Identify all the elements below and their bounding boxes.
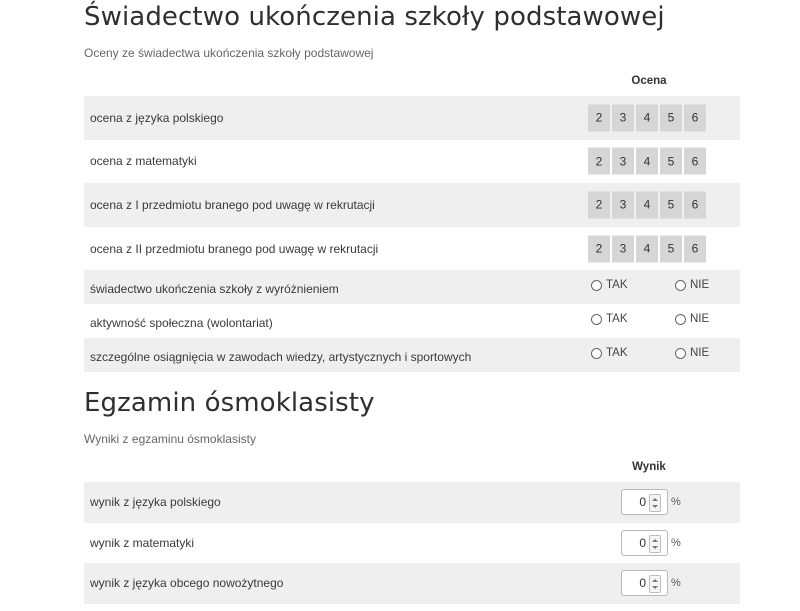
yes-no-row [84, 304, 740, 338]
grade-buttons [588, 148, 706, 175]
grade-6-button[interactable]: 6 [684, 191, 706, 218]
result-column-header: Wynik [632, 461, 666, 473]
no-radio[interactable] [675, 347, 709, 359]
grade-3-button[interactable]: 3 [612, 191, 634, 218]
certificate-section-title: Świadectwo ukończenia szkoły podstawowej [84, 2, 665, 32]
exam-rows [84, 482, 740, 604]
yes-no-row-label: aktywność społeczna (wolontariat) [90, 315, 273, 330]
grade-row-label: ocena z matematyki [90, 154, 197, 169]
certificate-section-subtitle: Oceny ze świadectwa ukończenia szkoły podstawowej [84, 46, 374, 60]
grade-2-button[interactable]: 2 [588, 191, 610, 218]
grade-4-button[interactable]: 4 [636, 191, 658, 218]
yes-radio-circle[interactable] [591, 348, 602, 359]
grade-5-button[interactable]: 5 [660, 235, 682, 262]
grade-row [84, 227, 740, 271]
grade-4-button[interactable]: 4 [636, 235, 658, 262]
distinction-rows [84, 270, 740, 372]
result-input-group [621, 570, 681, 596]
no-radio-label: NIE [690, 279, 710, 292]
grade-column-header: Ocena [631, 75, 667, 87]
grade-row-label: ocena z I przedmiotu branego pod uwagę w rekrutacji [90, 197, 375, 212]
result-number-input[interactable] [621, 530, 668, 556]
grade-row [84, 183, 740, 227]
grade-buttons [588, 235, 706, 262]
yes-radio-label: TAK [606, 313, 628, 326]
no-radio[interactable] [675, 313, 709, 325]
yes-radio-circle[interactable] [591, 314, 602, 325]
grade-4-button[interactable]: 4 [636, 148, 658, 175]
grade-6-button[interactable]: 6 [684, 104, 706, 131]
exam-section-subtitle: Wyniki z egzaminu ósmoklasisty [84, 432, 256, 446]
grade-buttons [588, 191, 706, 218]
no-radio-circle[interactable] [675, 280, 686, 291]
spinner-icon[interactable] [649, 575, 661, 593]
grade-rows [84, 96, 740, 271]
exam-result-row [84, 563, 740, 604]
grade-6-button[interactable]: 6 [684, 148, 706, 175]
result-input-group [621, 489, 681, 515]
spinner-down-icon[interactable] [652, 586, 658, 589]
grade-3-button[interactable]: 3 [612, 104, 634, 131]
yes-radio[interactable] [591, 279, 628, 291]
grade-3-button[interactable]: 3 [612, 235, 634, 262]
grade-row-label: ocena z II przedmiotu branego pod uwagę w rekrutacji [90, 241, 379, 256]
yes-no-row [84, 338, 740, 372]
result-value: 0 [639, 576, 646, 591]
percent-unit: % [671, 496, 681, 509]
grade-row-label: ocena z języka polskiego [90, 110, 224, 125]
result-value: 0 [639, 495, 646, 510]
yes-no-row-label: świadectwo ukończenia szkoły z wyróżnieniem [90, 281, 339, 296]
exam-result-row [84, 523, 740, 564]
yes-radio-label: TAK [606, 347, 628, 360]
result-value: 0 [639, 535, 646, 550]
percent-unit: % [671, 577, 681, 590]
grade-buttons [588, 104, 706, 131]
result-number-input[interactable] [621, 570, 668, 596]
grade-row [84, 96, 740, 140]
spinner-up-icon[interactable] [652, 579, 658, 582]
grade-5-button[interactable]: 5 [660, 191, 682, 218]
grade-2-button[interactable]: 2 [588, 148, 610, 175]
grade-3-button[interactable]: 3 [612, 148, 634, 175]
no-radio-label: NIE [690, 313, 710, 326]
spinner-down-icon[interactable] [652, 546, 658, 549]
grade-6-button[interactable]: 6 [684, 235, 706, 262]
exam-result-label: wynik z języka obcego nowożytnego [90, 576, 284, 591]
result-number-input[interactable] [621, 489, 668, 515]
exam-result-label: wynik z języka polskiego [90, 495, 221, 510]
yes-radio-circle[interactable] [591, 280, 602, 291]
yes-no-row-label: szczególne osiągnięcia w zawodach wiedzy, artystycznych i sportowych [90, 349, 472, 364]
exam-result-row [84, 482, 740, 523]
yes-radio[interactable] [591, 313, 628, 325]
yes-radio-label: TAK [606, 279, 628, 292]
no-radio[interactable] [675, 279, 709, 291]
yes-no-row [84, 270, 740, 304]
percent-unit: % [671, 536, 681, 549]
spinner-down-icon[interactable] [652, 505, 658, 508]
grade-row [84, 140, 740, 184]
grade-4-button[interactable]: 4 [636, 104, 658, 131]
spinner-icon[interactable] [649, 535, 661, 553]
grade-2-button[interactable]: 2 [588, 104, 610, 131]
result-input-group [621, 530, 681, 556]
no-radio-circle[interactable] [675, 348, 686, 359]
exam-result-label: wynik z matematyki [90, 535, 195, 550]
yes-radio[interactable] [591, 347, 628, 359]
grade-5-button[interactable]: 5 [660, 104, 682, 131]
grade-2-button[interactable]: 2 [588, 235, 610, 262]
spinner-up-icon[interactable] [652, 498, 658, 501]
no-radio-label: NIE [690, 347, 710, 360]
grade-5-button[interactable]: 5 [660, 148, 682, 175]
exam-section-title: Egzamin ósmoklasisty [84, 388, 375, 418]
no-radio-circle[interactable] [675, 314, 686, 325]
spinner-icon[interactable] [649, 494, 661, 512]
spinner-up-icon[interactable] [652, 539, 658, 542]
